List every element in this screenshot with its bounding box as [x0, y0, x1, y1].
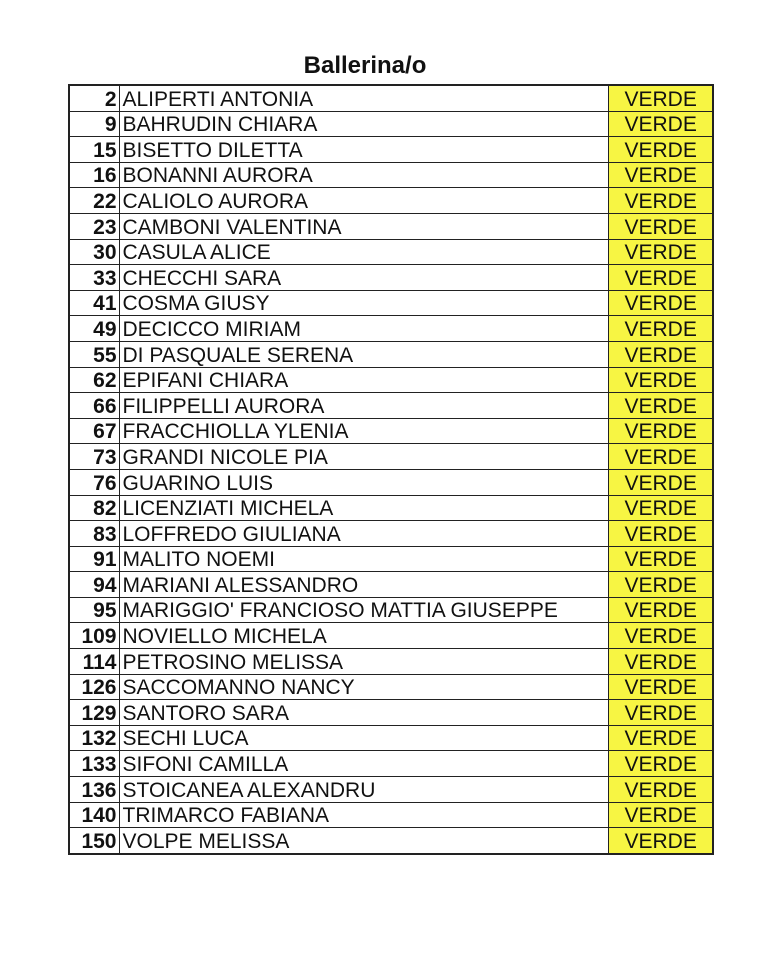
table-row: [69, 572, 713, 598]
table-row: [69, 213, 713, 239]
row-number: 62: [69, 367, 119, 393]
status-cell: VERDE: [609, 674, 713, 700]
participant-name: NOVIELLO MICHELA: [119, 623, 609, 649]
status-cell: VERDE: [609, 649, 713, 675]
row-number: 109: [69, 623, 119, 649]
status-cell: VERDE: [609, 623, 713, 649]
participant-name: GRANDI NICOLE PIA: [119, 444, 609, 470]
status-cell: VERDE: [609, 777, 713, 803]
table-row: [69, 623, 713, 649]
participant-name: MARIGGIO' FRANCIOSO MATTIA GIUSEPPE: [119, 597, 609, 623]
row-number: 49: [69, 316, 119, 342]
table-row: [69, 418, 713, 444]
participant-name: COSMA GIUSY: [119, 290, 609, 316]
status-cell: VERDE: [609, 85, 713, 111]
status-cell: VERDE: [609, 111, 713, 137]
table-row: [69, 239, 713, 265]
table-row: [69, 265, 713, 291]
row-number: 129: [69, 700, 119, 726]
table-row: [69, 137, 713, 163]
row-number: 2: [69, 85, 119, 111]
row-number: 114: [69, 649, 119, 675]
table-row: [69, 674, 713, 700]
status-cell: VERDE: [609, 367, 713, 393]
row-number: 41: [69, 290, 119, 316]
row-number: 55: [69, 341, 119, 367]
status-cell: VERDE: [609, 546, 713, 572]
participant-name: CALIOLO AURORA: [119, 188, 609, 214]
table-row: [69, 188, 713, 214]
status-cell: VERDE: [609, 393, 713, 419]
participant-name: SECHI LUCA: [119, 725, 609, 751]
status-cell: VERDE: [609, 418, 713, 444]
table-row: [69, 649, 713, 675]
participant-name: DI PASQUALE SERENA: [119, 341, 609, 367]
status-cell: VERDE: [609, 828, 713, 854]
status-cell: VERDE: [609, 469, 713, 495]
status-cell: VERDE: [609, 137, 713, 163]
row-number: 30: [69, 239, 119, 265]
table-row: [69, 597, 713, 623]
status-cell: VERDE: [609, 265, 713, 291]
row-number: 150: [69, 828, 119, 854]
row-number: 15: [69, 137, 119, 163]
participant-name: FILIPPELLI AURORA: [119, 393, 609, 419]
status-cell: VERDE: [609, 444, 713, 470]
table-row: [69, 393, 713, 419]
participant-name: CHECCHI SARA: [119, 265, 609, 291]
status-cell: VERDE: [609, 597, 713, 623]
row-number: 94: [69, 572, 119, 598]
row-number: 83: [69, 521, 119, 547]
table-row: [69, 495, 713, 521]
row-number: 132: [69, 725, 119, 751]
participant-name: FRACCHIOLLA YLENIA: [119, 418, 609, 444]
participant-name: ALIPERTI ANTONIA: [119, 85, 609, 111]
participant-name: CAMBONI VALENTINA: [119, 213, 609, 239]
row-number: 73: [69, 444, 119, 470]
table-row: [69, 85, 713, 111]
row-number: 140: [69, 802, 119, 828]
row-number: 9: [69, 111, 119, 137]
table-row: [69, 367, 713, 393]
participant-name: MARIANI ALESSANDRO: [119, 572, 609, 598]
participant-name: MALITO NOEMI: [119, 546, 609, 572]
table-row: [69, 162, 713, 188]
status-cell: VERDE: [609, 316, 713, 342]
row-number: 23: [69, 213, 119, 239]
status-cell: VERDE: [609, 290, 713, 316]
participant-name: BAHRUDIN CHIARA: [119, 111, 609, 137]
participant-name: BONANNI AURORA: [119, 162, 609, 188]
table-row: [69, 802, 713, 828]
table-row: [69, 290, 713, 316]
row-number: 67: [69, 418, 119, 444]
participant-name: SACCOMANNO NANCY: [119, 674, 609, 700]
participant-name: GUARINO LUIS: [119, 469, 609, 495]
page-title: Ballerina/o: [303, 52, 427, 79]
table-row: [69, 725, 713, 751]
row-number: 82: [69, 495, 119, 521]
status-cell: VERDE: [609, 162, 713, 188]
participant-name: DECICCO MIRIAM: [119, 316, 609, 342]
row-number: 136: [69, 777, 119, 803]
status-cell: VERDE: [609, 725, 713, 751]
row-number: 95: [69, 597, 119, 623]
status-cell: VERDE: [609, 341, 713, 367]
participant-name: SIFONI CAMILLA: [119, 751, 609, 777]
participant-name: SANTORO SARA: [119, 700, 609, 726]
table-row: [69, 111, 713, 137]
participant-name: BISETTO DILETTA: [119, 137, 609, 163]
participant-name: STOICANEA ALEXANDRU: [119, 777, 609, 803]
table-row: [69, 521, 713, 547]
row-number: 66: [69, 393, 119, 419]
participant-name: PETROSINO MELISSA: [119, 649, 609, 675]
table-row: [69, 341, 713, 367]
row-number: 33: [69, 265, 119, 291]
row-number: 126: [69, 674, 119, 700]
status-cell: VERDE: [609, 521, 713, 547]
status-cell: VERDE: [609, 495, 713, 521]
status-cell: VERDE: [609, 572, 713, 598]
participant-name: LICENZIATI MICHELA: [119, 495, 609, 521]
participant-name: TRIMARCO FABIANA: [119, 802, 609, 828]
status-cell: VERDE: [609, 802, 713, 828]
table-row: [69, 700, 713, 726]
table-row: [69, 469, 713, 495]
status-cell: VERDE: [609, 239, 713, 265]
participants-table: [68, 84, 714, 855]
participant-name: EPIFANI CHIARA: [119, 367, 609, 393]
status-cell: VERDE: [609, 751, 713, 777]
row-number: 133: [69, 751, 119, 777]
table-row: [69, 444, 713, 470]
participant-name: LOFFREDO GIULIANA: [119, 521, 609, 547]
status-cell: VERDE: [609, 700, 713, 726]
table-row: [69, 546, 713, 572]
status-cell: VERDE: [609, 188, 713, 214]
row-number: 76: [69, 469, 119, 495]
table-row: [69, 777, 713, 803]
participant-name: VOLPE MELISSA: [119, 828, 609, 854]
row-number: 91: [69, 546, 119, 572]
table-row: [69, 751, 713, 777]
table-row: [69, 828, 713, 854]
row-number: 22: [69, 188, 119, 214]
table-row: [69, 316, 713, 342]
participant-name: CASULA ALICE: [119, 239, 609, 265]
row-number: 16: [69, 162, 119, 188]
status-cell: VERDE: [609, 213, 713, 239]
